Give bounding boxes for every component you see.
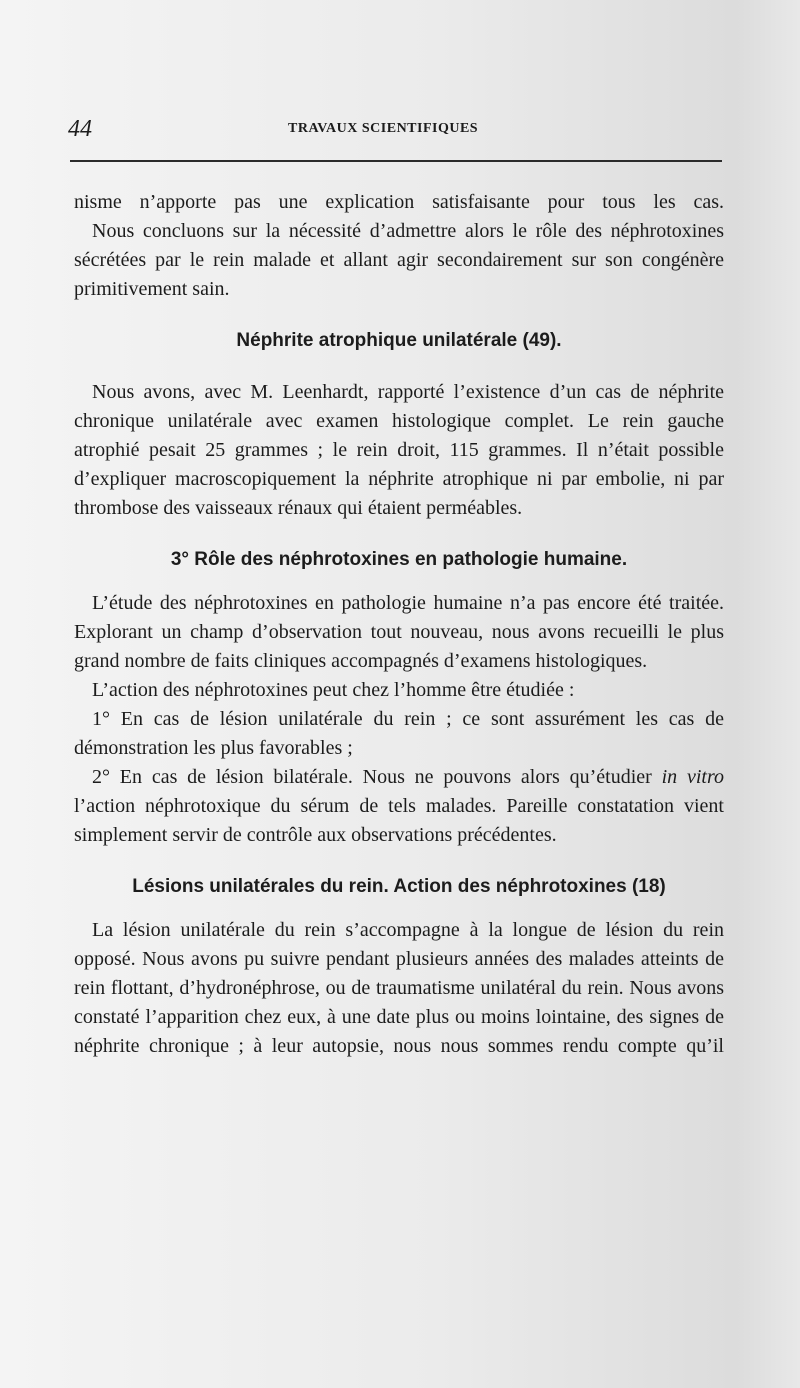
paragraph-continuation: nisme n’apporte pas une explication satisfaisante pour tous les cas. <box>74 191 724 213</box>
section-heading-role: 3° Rôle des néphrotoxines en pathologie humaine. <box>170 549 628 570</box>
page-body <box>74 188 724 1061</box>
paragraph-conclusion: Nous concluons sur la nécessité d’admettre alors le rôle des néphrotoxines sécrétées par le rein malade et allant agir secondairement sur son congénère primitivement sain. <box>74 220 724 300</box>
item-2-start: 2° En cas de lésion bilatérale. Nous ne pouvons alors qu’étudier <box>92 766 652 788</box>
page-header <box>68 116 728 146</box>
paragraph-lesion-unilaterale: La lésion unilatérale du rein s’accompagne à la longue de lésion du rein opposé. Nous avons pu suivre pendant plusieurs années des malades atteints de rein flottant, d’hydronéphrose, ou de traumatisme unilatéral du rein. Nous avons constaté l’apparition chez eux, à une date plus ou moins lointaine, des signes de néphrite chronique ; à leur autopsie, nous nous sommes rendu compte qu’il <box>74 919 724 1057</box>
section-heading-lesions: Lésions unilatérales du rein. Action des néphrotoxines (18) <box>132 876 666 897</box>
item-2-end: l’action néphrotoxique du sérum de tels malades. Pareille constatation vient simplement servir de contrôle aux observations précédentes. <box>74 795 724 846</box>
header-rule <box>70 160 722 162</box>
paragraph-action: L’action des néphrotoxines peut chez l’homme être étudiée : <box>92 679 575 701</box>
paragraph-item-1: 1° En cas de lésion unilatérale du rein ; ce sont assurément les cas de démonstration les plus favorables ; <box>74 708 724 759</box>
paragraph-item-2 <box>74 763 724 850</box>
page-number: 44 <box>68 116 92 142</box>
running-title: TRAVAUX SCIENTIFIQUES <box>288 121 479 136</box>
section-heading-nephrite: Néphrite atrophique unilatérale (49). <box>236 330 562 351</box>
paragraph-etude: L’étude des néphrotoxines en pathologie humaine n’a pas encore été traitée. Explorant un champ d’observation tout nouveau, nous avons recueilli le plus grand nombre de faits cliniques accompagnés d’examens histologiques. <box>74 592 724 672</box>
item-2-italic: in vitro <box>661 766 725 788</box>
paragraph-leenhardt: Nous avons, avec M. Leenhardt, rapporté l’existence d’un cas de néphrite chronique unilatérale avec examen histologique complet. Le rein gauche atrophié pesait 25 grammes ; le rein droit, 115 grammes. Il n’était possible d’expliquer macroscopiquement la néphrite atrophique ni par embolie, ni par thrombose des vaisseaux rénaux qui étaient perméables. <box>74 381 724 519</box>
